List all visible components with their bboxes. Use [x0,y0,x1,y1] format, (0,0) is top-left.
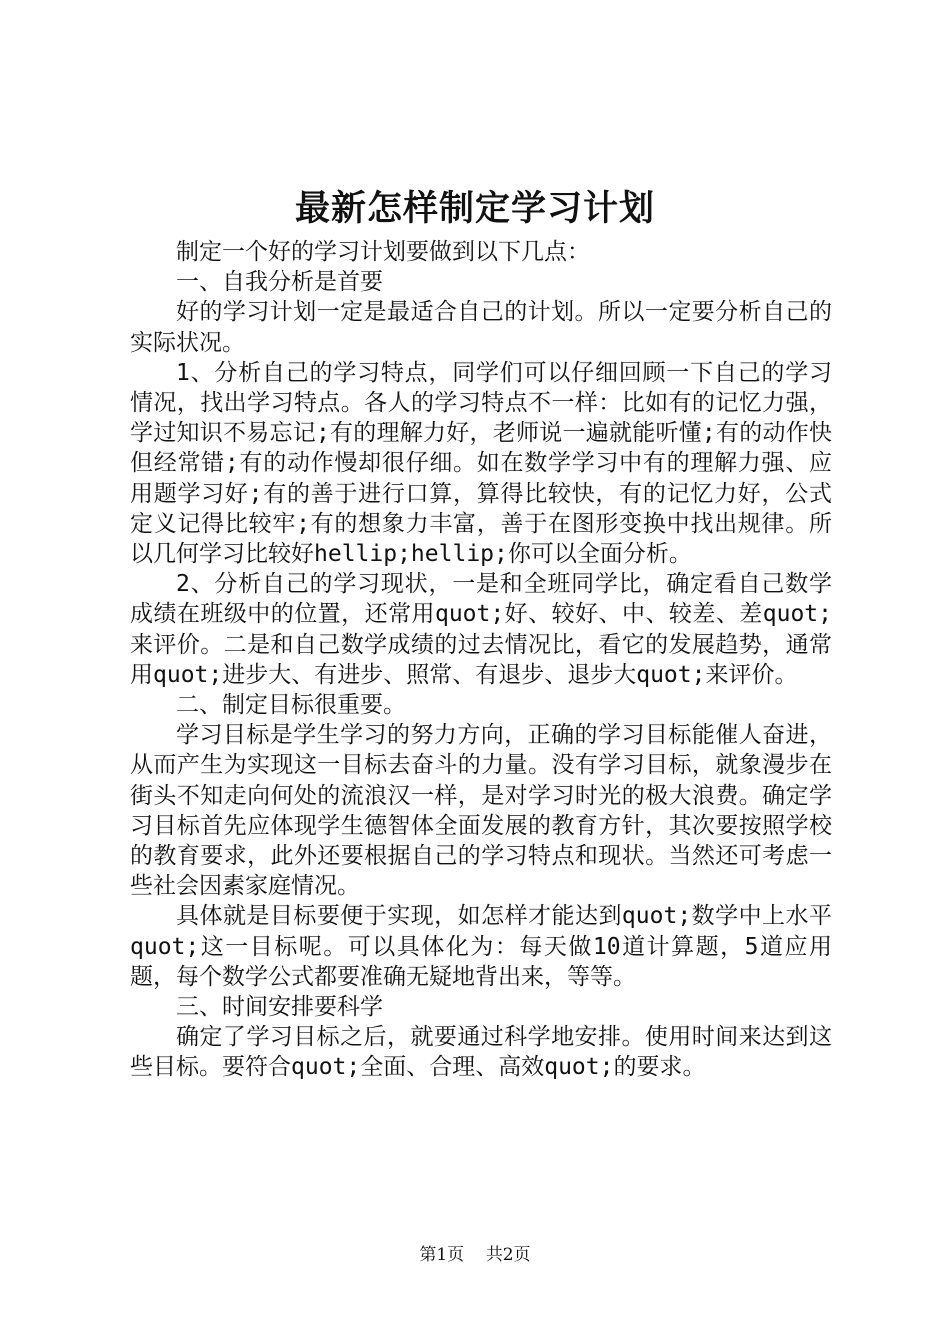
heading-self-analysis: 一、自我分析是首要 [176,269,383,296]
page-separator [470,1245,481,1265]
heading-time-plan: 三、时间安排要科学 [176,994,383,1021]
paragraph-learning-traits: 1、分析自己的学习特点，同学们可以仔细回顾一下自己的学习情况，找出学习特点。各人的学习特点不一样：比如有的记忆力强，学过知识不易忘记;有的理解力好，老师说一遍就能听懂;有的动作快但经常错;有的动作慢却很仔细。如在数学学习中有的理解力强、应用题学习好;有的善于进行口算，算得比较快，有的记忆力好，公式定义记得比较牢;有的想象力丰富，善于在图形变换中找出规律。所以几何学习比较好hellip;hellip;你可以全面分析。 [130,359,832,568]
paragraph-learning-status: 2、分析自己的学习现状，一是和全班同学比，确定看自己数学成绩在班级中的位置，还常用quot;好、较好、中、较差、差quot;来评价。二是和自己数学成绩的过去情况比，看它的发展趋势，通常用quot;进步大、有进步、照常、有退步、退步大quot;来评价。 [130,571,832,688]
paragraph-intro: 制定一个好的学习计划要做到以下几点： [176,239,590,265]
paragraph-time-plan: 确定了学习目标之后，就要通过科学地安排。使用时间来达到这些目标。要符合quot;全面、合理、高效quot;的要求。 [130,1024,832,1081]
paragraph-goal-details: 具体就是目标要便于实现，如怎样才能达到quot;数学中上水平quot;这一目标呢。可以具体化为：每天做10道计算题，5道应用题，每个数学公式都要准确无疑地背出来，等等。 [130,903,832,990]
page-title: 最新怎样制定学习计划 [294,188,655,229]
document-body [130,237,832,1083]
page-footer [0,1242,950,1268]
paragraph-set-goals: 学习目标是学生学习的努力方向，正确的学习目标能催人奋进，从而产生为实现这一目标去奋斗的力量。没有学习目标，就象漫步在街头不知走向何处的流浪汉一样，是对学习时光的极大浪费。确定学习目标首先应体现学生德智体全面发展的教育方针，其次要按照学校的教育要求，此外还要根据自己的学习特点和现状。当然还可考虑一些社会因素家庭情况。 [130,722,832,900]
paragraph-self-analysis: 好的学习计划一定是最适合自己的计划。所以一定要分析自己的实际状况。 [130,299,832,356]
heading-set-goals: 二、制定目标很重要。 [176,692,406,719]
page-total: 共2页 [485,1245,531,1265]
page-number: 第1页 [419,1245,465,1265]
